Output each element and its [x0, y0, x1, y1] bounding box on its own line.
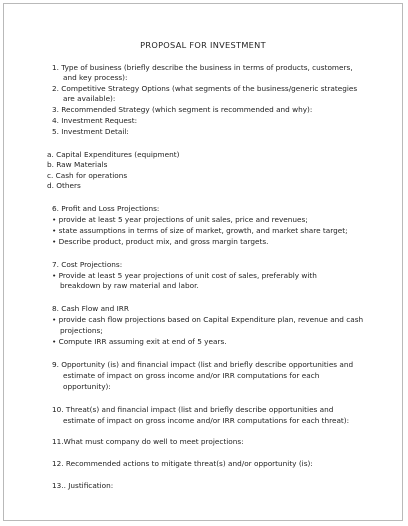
item-6-bullet-2: • state assumptions in terms of size of market, growth, and market share target;: [52, 226, 348, 235]
item-7: 7. Cost Projections:: [52, 260, 123, 269]
subitem-c: c. Cash for operations: [47, 171, 128, 180]
item-13: 13.. Justification:: [52, 481, 114, 490]
item-7-bullet-1: • Provide at least 5 year projections of unit cost of sales, preferably with: [52, 271, 317, 280]
item-10-line-1: 10. Threat(s) and financial impact (list and briefly describe opportunities and: [52, 405, 334, 414]
item-11: 11.What must company do well to meet projections:: [52, 437, 244, 446]
document-title: PROPOSAL FOR INVESTMENT: [140, 40, 266, 50]
item-8: 8. Cash Flow and IRR: [52, 304, 129, 313]
item-9-line-1: 9. Opportunity (is) and financial impact (list and briefly describe opportunities and: [52, 360, 354, 369]
item-6-bullet-1: • provide at least 5 year projections of unit sales, price and revenues;: [52, 215, 308, 224]
subitem-d: d. Others: [47, 181, 81, 190]
item-3: 3. Recommended Strategy (which segment is recommended and why):: [52, 105, 313, 114]
item-1-line-2: and key process):: [63, 73, 128, 82]
item-4: 4. Investment Request:: [52, 116, 138, 125]
item-8-bullet-1: • provide cash flow projections based on Capital Expenditure plan, revenue and cash: [52, 315, 364, 324]
item-10-line-2: estimate of impact on gross income and/or IRR computations for each threat):: [63, 416, 350, 425]
item-6: 6. Profit and Loss Projections:: [52, 204, 160, 213]
document-page: [3, 3, 403, 521]
item-9-line-3: opportunity):: [63, 382, 111, 391]
item-5: 5. Investment Detail:: [52, 127, 129, 136]
subitem-a: a. Capital Expenditures (equipment): [47, 150, 180, 159]
item-2-line-2: are available):: [63, 94, 116, 103]
item-8-bullet-1-cont: projections;: [60, 326, 103, 335]
item-7-bullet-1-cont: breakdown by raw material and labor.: [60, 281, 199, 290]
item-9-line-2: estimate of impact on gross income and/or IRR computations for each: [63, 371, 320, 380]
item-12: 12. Recommended actions to mitigate threat(s) and/or opportunity (is):: [52, 459, 313, 468]
subitem-b: b. Raw Materials: [47, 160, 108, 169]
item-1-line-1: 1. Type of business (briefly describe the business in terms of products, customers,: [52, 63, 353, 72]
item-2-line-1: 2. Competitive Strategy Options (what segments of the business/generic strategies: [52, 84, 358, 93]
item-8-bullet-2: • Compute IRR assuming exit at end of 5 years.: [52, 337, 227, 346]
item-6-bullet-3: • Describe product, product mix, and gross margin targets.: [52, 237, 269, 246]
